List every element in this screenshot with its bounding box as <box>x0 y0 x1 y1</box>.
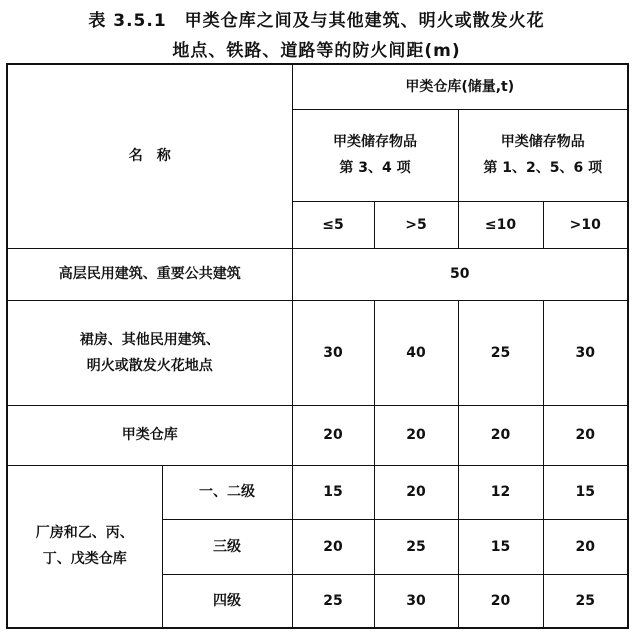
cell-value: 20 <box>458 405 543 465</box>
header-col-4: >10 <box>543 201 628 248</box>
subrow-label: 四级 <box>162 574 292 628</box>
header-group2-line1: 甲类储存物品 <box>500 134 585 150</box>
table-row <box>7 405 628 465</box>
cell-value: 30 <box>374 574 458 628</box>
row-label <box>7 300 292 405</box>
cell-value: 25 <box>458 300 543 405</box>
cell-value: 15 <box>543 465 628 519</box>
header-row-1 <box>7 64 628 109</box>
cell-value: 20 <box>543 519 628 574</box>
cell-value: 25 <box>374 519 458 574</box>
table-title-line2: 地点、铁路、道路等的防火间距(m) <box>172 41 461 61</box>
cell-value: 20 <box>374 465 458 519</box>
cell-value: 20 <box>374 405 458 465</box>
factory-label-line2: 丁、戊类仓库 <box>42 551 127 568</box>
cell-value: 20 <box>292 519 374 574</box>
table-row <box>7 465 628 519</box>
cell-value: 25 <box>292 574 374 628</box>
header-col-1: ≤5 <box>292 201 374 248</box>
cell-value: 12 <box>458 465 543 519</box>
factory-label-line1: 厂房和乙、丙、 <box>35 525 134 542</box>
cell-value: 15 <box>292 465 374 519</box>
subrow-label: 三级 <box>162 519 292 574</box>
header-warehouse-cell <box>292 64 628 109</box>
header-name: 名 称 <box>128 148 171 165</box>
header-group2-line2: 第 1、2、5、6 项 <box>483 160 603 176</box>
row-label-line2: 明火或散发火花地点 <box>86 357 213 374</box>
cell-value: 25 <box>543 574 628 628</box>
cell-value: 30 <box>292 300 374 405</box>
table-row <box>7 248 628 300</box>
cell-value: 20 <box>458 574 543 628</box>
cell-value: 20 <box>292 405 374 465</box>
header-group1-cell <box>292 109 458 201</box>
row-merged-value: 50 <box>292 248 628 300</box>
header-group2-cell <box>458 109 628 201</box>
header-col-3: ≤10 <box>458 201 543 248</box>
cell-value: 40 <box>374 300 458 405</box>
subrow-label: 一、二级 <box>162 465 292 519</box>
cell-value: 30 <box>543 300 628 405</box>
table-row <box>7 300 628 405</box>
header-name-cell <box>7 64 292 248</box>
table-title-line1: 表 3.5.1 甲类仓库之间及与其他建筑、明火或散发火花 <box>88 11 545 31</box>
row-label: 高层民用建筑、重要公共建筑 <box>7 248 292 300</box>
header-group1-line2: 第 3、4 项 <box>339 160 411 176</box>
cell-value: 15 <box>458 519 543 574</box>
header-group1-line1: 甲类储存物品 <box>333 134 417 150</box>
fire-spacing-table <box>6 63 629 629</box>
factory-group-label <box>7 465 162 628</box>
cell-value: 20 <box>543 405 628 465</box>
row-label-line1: 裙房、其他民用建筑、 <box>79 331 220 348</box>
row-label: 甲类仓库 <box>7 405 292 465</box>
header-warehouse: 甲类仓库(储量,t) <box>405 78 515 95</box>
header-col-2: >5 <box>374 201 458 248</box>
